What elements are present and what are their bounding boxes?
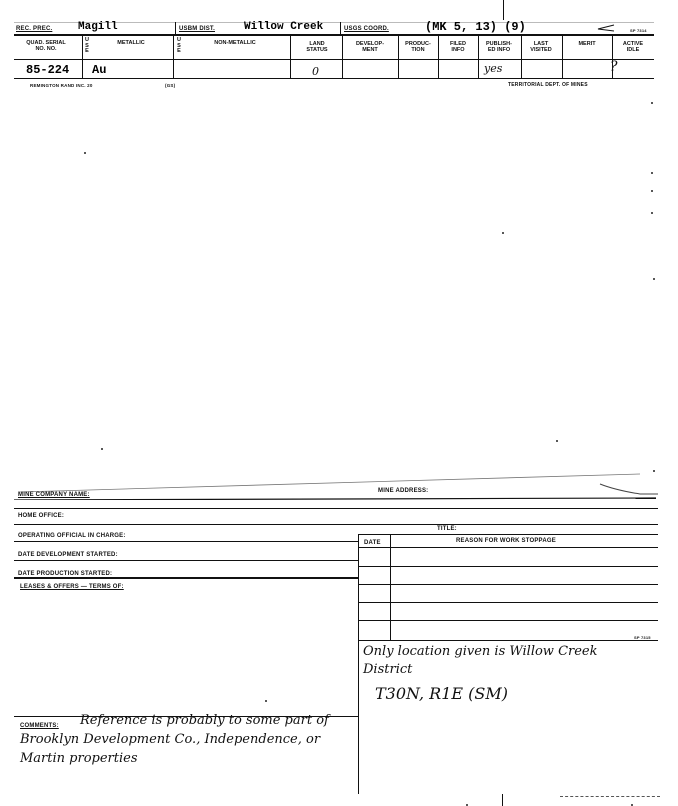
col-use-2: U S E [177, 37, 181, 54]
reason-col-label: REASON FOR WORK STOPPAGE [456, 538, 556, 544]
rule-3-right [358, 534, 658, 535]
data-row-bottom-rule [14, 78, 654, 79]
rec-prec-value: Magill [78, 21, 118, 33]
check-mark-icon [594, 24, 616, 32]
date-production-label: DATE PRODUCTION STARTED: [18, 571, 113, 577]
row-land-status: 0 [312, 65, 319, 78]
col-divider-a [82, 35, 83, 78]
usgs-coord-value: (MK 5, 13) (9) [425, 20, 526, 34]
column-header-bottom-rule [14, 59, 654, 60]
rule-1 [14, 508, 658, 509]
header-divider-1 [175, 22, 176, 34]
footer-right: TERRITORIAL DEPT. OF MINES [508, 82, 588, 88]
col-last-visited: LAST VISITED [530, 41, 552, 54]
mine-company-name-label: MINE COMPANY NAME: [18, 492, 90, 498]
row-published-info: yes [484, 62, 503, 75]
stoppage-row-5 [358, 640, 658, 641]
footer-left: REMINGTON RAND INC. 20 [30, 83, 93, 88]
mine-address-label: MINE ADDRESS: [378, 488, 429, 494]
comments-line3: Martin properties [20, 751, 138, 766]
col-development: DEVELOP- MENT [355, 41, 385, 54]
stoppage-header-rule [358, 547, 658, 548]
footer-left-mid: (GS) [165, 83, 176, 88]
bottom-dashed-edge [560, 796, 660, 797]
title-label: TITLE: [437, 526, 457, 532]
stoppage-row-1 [358, 566, 658, 567]
header-bottom-rule [14, 34, 654, 36]
row-active-idle: ? [610, 59, 618, 75]
col-metallic: METALLIC [117, 40, 145, 46]
township-note: T30N, R1E (SM) [375, 684, 508, 703]
usbm-dist-value: Willow Creek [244, 21, 324, 33]
col-filed-info: FILED INFO [450, 41, 466, 54]
form-code-top: SP 7314 [630, 28, 647, 33]
rec-prec-label: REC. PREC. [16, 26, 53, 32]
col-divider-c [290, 35, 291, 78]
usgs-coord-label: USGS COORD. [344, 26, 389, 32]
col-merit: MERIT [578, 41, 596, 47]
col-land-status: LAND STATUS [306, 41, 328, 54]
col-active-idle: ACTIVE IDLE [622, 41, 644, 54]
stoppage-row-4 [358, 620, 658, 621]
rule-2 [14, 524, 658, 525]
leases-offers-label: LEASES & OFFERS — TERMS OF: [20, 584, 124, 590]
operating-official-label: OPERATING OFFICIAL IN CHARGE: [18, 533, 126, 539]
stoppage-table-left-edge [358, 534, 359, 794]
stoppage-table-date-divider [390, 534, 391, 640]
rule-4 [14, 560, 358, 561]
col-divider-d [342, 35, 343, 78]
col-use-1: U S E [85, 37, 89, 54]
form-code-bottom: SP 7315 [634, 635, 651, 640]
rule-3-left [14, 541, 358, 542]
home-office-label: HOME OFFICE: [18, 513, 65, 519]
col-quad-serial: QUAD. SERIAL NO. NO. [26, 40, 66, 53]
stoppage-row-2 [358, 584, 658, 585]
col-divider-b [173, 35, 174, 78]
date-development-label: DATE DEVELOPMENT STARTED: [18, 552, 118, 558]
date-col-label: DATE [364, 540, 381, 546]
header-divider-2 [340, 22, 341, 34]
usbm-dist-label: USBM DIST. [179, 26, 216, 32]
crease-bottom [502, 794, 503, 806]
comments-line1: Reference is probably to some part of [80, 713, 329, 728]
comments-label: COMMENTS: [20, 723, 59, 729]
col-published-info: PUBLISH- ED INFO [486, 41, 512, 54]
card-edge [0, 470, 678, 500]
location-note-line1: Only location given is Willow Creek [363, 644, 598, 659]
stoppage-row-3 [358, 602, 658, 603]
col-production: PRODUC- TION [405, 41, 431, 54]
row-quad-serial: 85-224 [26, 63, 70, 77]
comments-line2: Brooklyn Development Co., Independence, or [20, 732, 321, 747]
crease-top [503, 0, 504, 20]
row-metallic: Au [92, 63, 107, 77]
rule-5 [14, 577, 358, 579]
col-non-metallic: NON-METALLIC [214, 40, 256, 46]
location-note-line2: District [363, 662, 413, 677]
